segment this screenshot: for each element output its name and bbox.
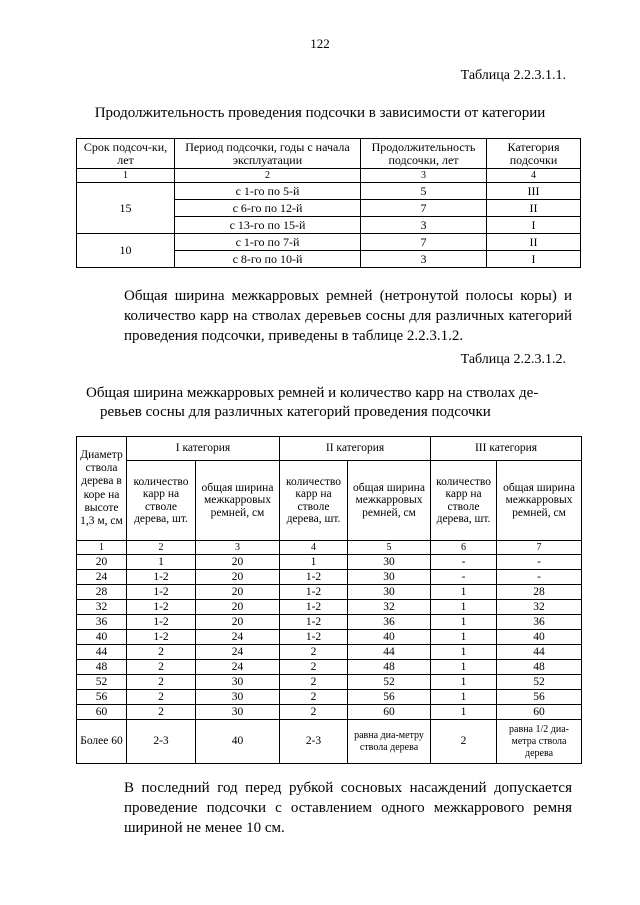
diameter-cell: 36 [77, 615, 127, 630]
table2-title [86, 384, 566, 422]
col-number: 5 [348, 541, 431, 555]
count-cell: 2 [280, 645, 348, 660]
paragraph-2-text: В последний год перед рубкой сосновых насаждений допускается проведение подсочки с оставлением одного межкаррового ремня шириной не менее 10 см. [124, 780, 572, 836]
table2-title-line1: Общая ширина межкарровых ремней и количество карр на стволах де- [86, 385, 539, 401]
count-cell: 1 [431, 690, 497, 705]
count-cell: 2 [280, 705, 348, 720]
count-cell: 1-2 [280, 585, 348, 600]
count-cell: 1-2 [127, 585, 196, 600]
table-row [77, 645, 582, 660]
width-cell: 28 [497, 585, 582, 600]
header-width: общая ширина межкарровых ремней, см [196, 461, 280, 541]
category-header-row [77, 437, 582, 461]
table-row [77, 615, 582, 630]
table-row [77, 675, 582, 690]
width-cell: 44 [497, 645, 582, 660]
count-cell: 1-2 [280, 600, 348, 615]
col-number: 2 [127, 541, 196, 555]
count-cell: 2 [280, 675, 348, 690]
width-cell: равна 1/2 диа-метра ствола дерева [497, 720, 582, 764]
diameter-cell: 60 [77, 705, 127, 720]
count-cell: 1 [431, 615, 497, 630]
width-cell: 24 [196, 630, 280, 645]
diameter-cell: 32 [77, 600, 127, 615]
width-cell: 36 [497, 615, 582, 630]
width-cell: 32 [348, 600, 431, 615]
width-cell: 40 [348, 630, 431, 645]
width-count-table [76, 436, 582, 764]
width-cell: - [497, 570, 582, 585]
header-category-1: I категория [127, 437, 280, 461]
diameter-cell: Более 60 [77, 720, 127, 764]
category-cell: II [487, 234, 581, 251]
count-cell: 1-2 [127, 615, 196, 630]
paragraph-1-text: Общая ширина межкарровых ремней (нетронутой полосы коры) и количество карр на стволах деревьев сосны для различных категорий проведения подсочки, приведены в таблице 2.2.3.1.2. [124, 288, 572, 344]
diameter-cell: 52 [77, 675, 127, 690]
count-cell: 2-3 [280, 720, 348, 764]
count-cell: - [431, 570, 497, 585]
duration-cell: 7 [361, 200, 487, 217]
col-number: 7 [497, 541, 582, 555]
duration-table [76, 138, 581, 268]
diameter-cell: 28 [77, 585, 127, 600]
duration-cell: 5 [361, 183, 487, 200]
width-cell: 36 [348, 615, 431, 630]
width-cell: 56 [348, 690, 431, 705]
count-cell: 1 [431, 660, 497, 675]
width-cell: 44 [348, 645, 431, 660]
category-cell: II [487, 200, 581, 217]
count-cell: 1-2 [127, 630, 196, 645]
width-cell: 30 [348, 585, 431, 600]
width-cell: 30 [196, 705, 280, 720]
width-cell: 40 [196, 720, 280, 764]
count-cell: 2 [431, 720, 497, 764]
width-cell: 30 [348, 555, 431, 570]
count-cell: 1-2 [127, 600, 196, 615]
count-cell: 2 [127, 690, 196, 705]
width-cell: 40 [497, 630, 582, 645]
width-cell: 24 [196, 660, 280, 675]
header-count: количество карр на стволе дерева, шт. [280, 461, 348, 541]
width-cell: 48 [497, 660, 582, 675]
width-cell: 52 [497, 675, 582, 690]
width-cell: 30 [348, 570, 431, 585]
width-cell: 30 [196, 690, 280, 705]
col-number: 3 [361, 169, 487, 183]
category-cell: I [487, 217, 581, 234]
width-cell: 48 [348, 660, 431, 675]
width-cell: 52 [348, 675, 431, 690]
table2-body [77, 555, 582, 720]
header-category-3: III категория [431, 437, 582, 461]
period-cell: с 1-го по 7-й [175, 234, 361, 251]
column-numbers-row [77, 541, 582, 555]
count-cell: 1 [431, 630, 497, 645]
duration-cell: 3 [361, 217, 487, 234]
col-number: 4 [280, 541, 348, 555]
count-cell: 1-2 [280, 615, 348, 630]
count-cell: 1-2 [280, 570, 348, 585]
count-cell: - [431, 555, 497, 570]
count-cell: 2-3 [127, 720, 196, 764]
table-row [77, 690, 582, 705]
count-cell: 1 [431, 675, 497, 690]
width-cell: 56 [497, 690, 582, 705]
page-number: 122 [310, 36, 330, 51]
category-cell: I [487, 251, 581, 268]
column-numbers-row [77, 169, 581, 183]
table-row [77, 234, 581, 251]
width-cell: 32 [497, 600, 582, 615]
count-cell: 1 [280, 555, 348, 570]
header-category-2: II категория [280, 437, 431, 461]
subheader-row [77, 461, 582, 541]
table-row-last [77, 720, 582, 764]
table2-caption: Таблица 2.2.3.1.2. [460, 352, 566, 367]
col-number: 6 [431, 541, 497, 555]
count-cell: 1 [431, 705, 497, 720]
header-term: Срок подсоч-ки, лет [77, 139, 175, 169]
diameter-cell: 24 [77, 570, 127, 585]
count-cell: 1 [431, 645, 497, 660]
table-row [77, 660, 582, 675]
diameter-cell: 40 [77, 630, 127, 645]
table-row [77, 705, 582, 720]
width-cell: 20 [196, 585, 280, 600]
period-cell: с 13-го по 15-й [175, 217, 361, 234]
header-count: количество карр на стволе дерева, шт. [431, 461, 497, 541]
count-cell: 1-2 [280, 630, 348, 645]
width-cell: 30 [196, 675, 280, 690]
diameter-cell: 48 [77, 660, 127, 675]
period-cell: с 1-го по 5-й [175, 183, 361, 200]
count-cell: 1-2 [127, 570, 196, 585]
table-row [77, 183, 581, 200]
table-row [77, 585, 582, 600]
header-duration: Продолжительность подсочки, лет [361, 139, 487, 169]
diameter-cell: 56 [77, 690, 127, 705]
table1-caption: Таблица 2.2.3.1.1. [460, 68, 566, 83]
width-cell: 60 [497, 705, 582, 720]
diameter-cell: 44 [77, 645, 127, 660]
width-cell: 60 [348, 705, 431, 720]
diameter-cell: 20 [77, 555, 127, 570]
table-header-row [77, 139, 581, 169]
width-cell: 20 [196, 615, 280, 630]
term-cell: 10 [77, 234, 175, 268]
count-cell: 2 [280, 690, 348, 705]
header-diameter: Диаметр ствола дерева в коре на высоте 1,3 м, см [77, 437, 127, 541]
table-row [77, 570, 582, 585]
width-cell: равна диа-метру ствола дерева [348, 720, 431, 764]
count-cell: 1 [127, 555, 196, 570]
count-cell: 2 [280, 660, 348, 675]
header-width: общая ширина межкарровых ремней, см [497, 461, 582, 541]
col-number: 3 [196, 541, 280, 555]
term-cell: 15 [77, 183, 175, 234]
width-cell: 20 [196, 570, 280, 585]
table2-title-line2: ревьев сосны для различных категорий проведения подсочки [100, 404, 491, 420]
category-cell: III [487, 183, 581, 200]
header-width: общая ширина межкарровых ремней, см [348, 461, 431, 541]
table1-title: Продолжительность проведения подсочки в зависимости от категории [94, 105, 546, 121]
period-cell: с 8-го по 10-й [175, 251, 361, 268]
count-cell: 2 [127, 660, 196, 675]
width-cell: - [497, 555, 582, 570]
duration-cell: 7 [361, 234, 487, 251]
header-period: Период подсочки, годы с начала эксплуатации [175, 139, 361, 169]
table-row [77, 630, 582, 645]
col-number: 4 [487, 169, 581, 183]
table-row [77, 555, 582, 570]
period-cell: с 6-го по 12-й [175, 200, 361, 217]
header-count: количество карр на стволе дерева, шт. [127, 461, 196, 541]
duration-cell: 3 [361, 251, 487, 268]
col-number: 1 [77, 541, 127, 555]
count-cell: 1 [431, 585, 497, 600]
count-cell: 2 [127, 705, 196, 720]
count-cell: 2 [127, 675, 196, 690]
header-category: Категория подсочки [487, 139, 581, 169]
col-number: 2 [175, 169, 361, 183]
count-cell: 2 [127, 645, 196, 660]
width-cell: 20 [196, 555, 280, 570]
count-cell: 1 [431, 600, 497, 615]
width-cell: 20 [196, 600, 280, 615]
paragraph-2 [88, 778, 572, 838]
paragraph-1 [88, 286, 572, 346]
width-cell: 24 [196, 645, 280, 660]
col-number: 1 [77, 169, 175, 183]
table-row [77, 600, 582, 615]
